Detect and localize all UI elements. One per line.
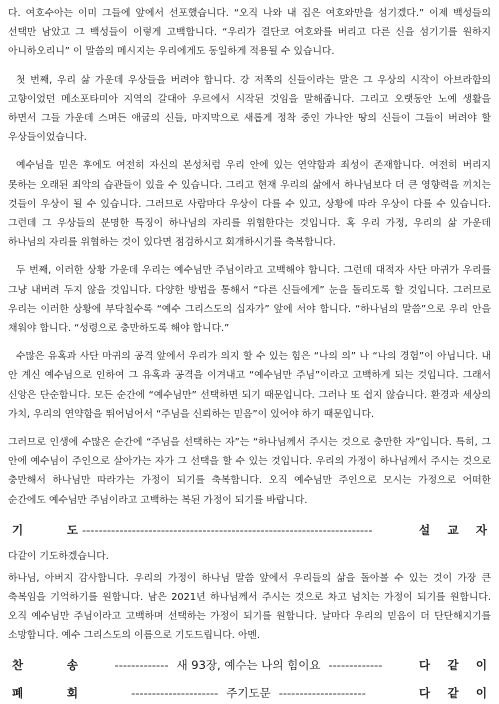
sermon-paragraph-5: 수많은 유혹과 사단 마귀의 공격 앞에서 우리가 의지 할 수 있는 힘은 “나의 의” 나 “나의 경험”이 아닙니다. 내 안 계신 예수님으로 인하여 그 유혹과 공격을 이겨내고 “예수님만 주님”이라고 고백하게 되는 것입니다. 그래서 신앙은 단순합니다. 모든 순간에 “예수님만” 선택하면 되기 때문입니다. 그러나 또 쉽지 않습니다. 환경과 세상의 가치, 우리의 연약함을 뛰어넘어서 “주님을 신뢰하는 믿음”이 있어야 하기 때문입니다. <box>8 351 491 420</box>
hymn-label: 찬 송 <box>12 657 78 672</box>
closing-title: 주기도문 <box>226 685 271 700</box>
prayer-text: 하나님, 아버지 감사합니다. 우리의 가정이 하나님 말씀 앞에서 우리들의 삶을 돌아볼 수 있는 것이 가장 큰 축복임을 기억하기를 원합니다. 남은 2021년 하나님께서 주시는 것으로 차고 넘치는 가정이 되기를 원합니다. 오직 예수님만 주님이라고 고백하며 선택하는 가정이 되기를 원합니다. 날마다 우리의 믿음이 더 단단해지기를 소망합니다. 예수 그리스도의 이름으로 기도드립니다. 아멘. <box>8 572 491 642</box>
hymn-participants: 다 같 이 <box>419 657 487 672</box>
closing-participants: 다 같 이 <box>419 685 487 700</box>
closing-label: 폐 회 <box>12 685 78 700</box>
closing-row <box>8 682 491 704</box>
divider-dashes: ---------------------------------------------------------------------- <box>82 522 373 537</box>
sermon-paragraph-2: 첫 번째, 우리 삶 가운데 우상들을 버려야 합니다. 강 저쪽의 신들이라는 말은 그 우상의 시작이 아브라함의 고향이었던 메소포타미아 지역의 갈대아 우르에서 시작된 것임을 말해줍니다. 그리고 오랫동안 노예 생활을 하면서 그들 가운데 스며든 애굽의 신들, 마지막으로 새롭게 정착 중인 가나안 땅의 신들이 그들이 버려야 할 우상들이었습니다. <box>8 74 491 144</box>
hymn-title: 새 93장, 예수는 나의 힘이요 <box>176 657 321 672</box>
sermon-paragraph-1: 다. 여호수아는 이미 그들에 앞에서 선포했습니다. “오직 나와 내 집은 여호와만을 섬기겠다.” 이제 백성들의 선택만 남았고 그 백성들이 이렇게 고백합니다. “우리가 결단코 여호와를 버리고 다른 신을 섬기기를 원하지 아니하오리니” 이 말씀의 메시지는 우리에게도 동일하게 적용될 수 있습니다. <box>8 8 491 58</box>
divider-dashes: ------------- <box>328 657 383 672</box>
hymn-row <box>8 654 491 676</box>
prayer-header <box>8 519 491 541</box>
divider-dashes: --------------------- <box>131 685 219 700</box>
prayer-intro: 다같이 기도하겠습니다. <box>8 550 109 562</box>
sermon-body <box>8 4 491 510</box>
sermon-paragraph-6: 그러므로 인생에 수많은 순간에 “주님을 선택하는 자”는 “하나님께서 주시는 것으로 충만한 자”입니다. 특히, 그 안에 예수님이 주인으로 살아가는 자가 그 선택을 할 수 있는 것입니다. 우리의 가정이 하나님께서 주시는 것으로 충만해서 하나님만 따라가는 가정이 되기를 축복합니다. 오직 예수님만 주인으로 모시는 가정으로 어떠한 순간에도 예수님만 주님이라고 고백하는 복된 가정이 되기를 바랍니다. <box>8 437 491 506</box>
divider-dashes: --------------------- <box>278 685 366 700</box>
sermon-paragraph-3: 예수님을 믿은 후에도 여전히 자신의 본성처럼 우리 안에 있는 연약함과 죄성이 존재합니다. 여전히 버리지 못하는 오래된 죄악의 습관들이 있을 수 있습니다. 그리고 현재 우리의 삶에서 하나님보다 더 큰 영향력을 끼치는 것들이 우상이 될 수 있습니다. 그러므로 사람마다 우상이 다를 수 있고, 상황에 따라 우상이 다를 수 있습니다. 그런데 그 우상들의 분명한 특징이 하나님의 자리를 위협한다는 것입니다. 혹 우리 가정, 우리의 삶 가운데 하나님의 자리를 위협하는 것이 있다면 점검하시고 회개하시기를 축복합니다. <box>8 160 491 249</box>
prayer-label: 기 도 <box>12 522 78 537</box>
sermon-paragraph-4: 두 번째, 이러한 상황 가운데 우리는 예수님만 주님이라고 고백해야 합니다. 그런데 대적자 사단 마귀가 우리를 그냥 내버려 두지 않을 것입니다. 다양한 방법을 통해서 “다른 신들에게” 눈을 돌리도록 할 것입니다. 그러므로 우리는 이러한 상황에 부닥칠수록 “예수 그리스도의 십자가” 앞에 서야 합니다. “하나님의 말씀”으로 우리 안을 채워야 합니다. “성령으로 충만하도록 해야 합니다.” <box>8 265 491 335</box>
divider-dashes: ------------- <box>114 657 169 672</box>
prayer-leader: 설 교 자 <box>419 522 487 537</box>
